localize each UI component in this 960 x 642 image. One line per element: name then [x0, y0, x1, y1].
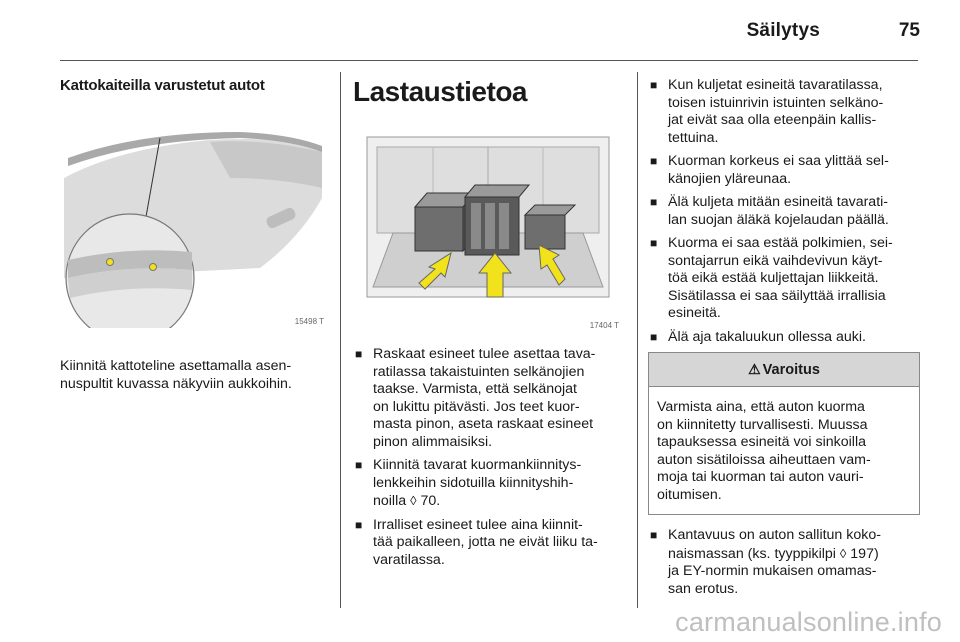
page-number: 75 — [898, 20, 920, 41]
warning-line: oitumisen. — [657, 486, 722, 503]
bullet-line: Älä aja takaluukun ollessa auki. — [668, 328, 866, 345]
roof-rails-text-line-1: Kiinnitä kattoteline asettamalla asen- — [60, 358, 292, 374]
bullet-line: Kiinnitä tavarat kuormankiinnitys- — [373, 457, 582, 473]
header-rule — [60, 60, 918, 61]
warning-triangle-icon: ⚠ — [748, 361, 761, 377]
bullet-line: taakse. Varmista, että selkänojat — [373, 381, 577, 397]
bullet-square-icon: ■ — [650, 195, 658, 209]
cargo-area-illustration — [353, 127, 623, 332]
bullet-line: känojien yläreunaa. — [668, 170, 792, 187]
warning-line: tapauksessa esineitä voi sinkoilla — [657, 434, 866, 450]
figure-code: 17404 T — [589, 321, 619, 330]
bullet-square-icon: ■ — [355, 517, 363, 532]
bullet-square-icon: ■ — [650, 329, 658, 344]
roof-rails-text-line-2: nuspultit kuvassa näkyviin aukkoihin. — [60, 375, 292, 392]
warning-line: auton sisätiloissa aiheuttaen vam- — [657, 451, 871, 468]
warning-line: Varmista aina, että auton kuorma — [657, 399, 865, 415]
bullet-line: töä eikä estää kuljettajan liikkeitä. — [668, 270, 879, 286]
bullet-text: naismassan (ks. tyyppikilpi — [668, 545, 836, 562]
bullet-line: ja EY-normin mukaisen omamas- — [668, 563, 877, 579]
warning-header — [649, 353, 919, 387]
bullet-line: Raskaat esineet tulee asettaa tava- — [373, 346, 596, 362]
list-item — [648, 77, 920, 147]
bullet-square-icon: ■ — [650, 528, 658, 542]
bullet-line: masta pinon, aseta raskaat esineet — [373, 416, 594, 432]
bullet-square-icon: ■ — [355, 347, 363, 361]
bullet-line: Kun kuljetat esineitä tavaratilassa, — [668, 77, 883, 93]
bullet-line: Älä kuljeta mitään esineitä tavarati- — [668, 194, 889, 210]
bullet-line: Kuorma ei saa estää polkimien, sei- — [668, 235, 893, 251]
warning-line: on kiinnitetty turvallisesti. Muussa — [657, 416, 868, 433]
bullet-line: Kantavuus on auton sallitun koko- — [668, 527, 881, 543]
page-ref-number[interactable]: 197) — [850, 545, 879, 562]
page-ref-arrow-icon[interactable]: ◊ — [839, 545, 847, 561]
warning-line: moja tai kuorman tai auton vauri- — [657, 469, 864, 485]
roof-rail-illustration — [60, 118, 328, 328]
bullet-line: Kuorman korkeus ei saa ylittää sel- — [668, 153, 889, 169]
list-item — [648, 235, 920, 323]
bullet-square-icon: ■ — [355, 458, 363, 472]
list-item — [648, 527, 920, 598]
roof-hole-1 — [107, 259, 114, 266]
bullet-line: ratilassa takaistuinten selkänojien — [373, 363, 585, 380]
warning-box — [648, 352, 920, 515]
bullet-line: Sisätilassa ei saa säilyttää irrallisia — [668, 287, 886, 304]
list-item — [648, 153, 920, 188]
bullet-line: tää paikalleen, jotta ne eivät liiku ta- — [373, 534, 598, 550]
bullet-square-icon: ■ — [650, 78, 658, 92]
bullet-line: Irralliset esineet tulee aina kiinnit- — [373, 516, 583, 533]
figure-code: 15498 T — [294, 317, 324, 326]
bullet-line: pinon alimmaisiksi. — [373, 433, 493, 450]
bullet-text: noilla — [373, 493, 407, 509]
list-item — [648, 194, 920, 229]
list-item — [353, 517, 623, 570]
bullet-line — [668, 545, 920, 564]
list-item — [353, 457, 623, 511]
bullet-square-icon: ■ — [650, 236, 658, 250]
cargo-figure — [353, 127, 623, 332]
column-loading-info — [353, 77, 623, 575]
bullet-line: jat eivät saa olla eteenpäin kallis- — [668, 112, 877, 128]
column-divider-left — [340, 72, 341, 608]
loading-info-heading: Lastaustietoa — [353, 76, 527, 107]
warning-body — [649, 387, 919, 514]
bullet-line: on lukittu pitävästi. Jos teet kuor- — [373, 398, 580, 415]
crate-middle — [465, 185, 529, 255]
bullet-line: lan suojan äläkä kojelaudan päällä. — [668, 211, 889, 228]
page-ref-arrow-icon[interactable]: ◊ — [410, 493, 417, 508]
roof-hole-2 — [150, 264, 157, 271]
list-item — [648, 329, 920, 347]
page-ref-number[interactable]: 70. — [420, 493, 441, 509]
bullet-square-icon: ■ — [650, 154, 658, 168]
page-header-title: Säilytys — [746, 20, 820, 41]
bullet-line: san erotus. — [668, 580, 739, 597]
bullet-line: toisen istuinrivin istuinten selkäno- — [668, 94, 884, 111]
watermark: carmanualsonline.info — [675, 607, 942, 637]
bullet-line — [373, 492, 623, 511]
column-divider-right — [637, 72, 638, 608]
column-roof-rails — [60, 77, 328, 393]
warning-title: Varoitus — [762, 362, 820, 378]
roof-rails-heading: Kattokaiteilla varustetut autot — [60, 77, 265, 94]
list-item — [353, 346, 623, 451]
bullet-line: lenkkeihin sidotuilla kiinnityshih- — [373, 474, 574, 491]
bullet-line: sontajarrun eikä vaihdevivun käyt- — [668, 252, 883, 269]
roof-rail-figure — [60, 118, 328, 328]
bullet-line: varatilassa. — [373, 551, 445, 568]
bullet-line: esineitä. — [668, 305, 721, 321]
column-loading-rules — [648, 77, 920, 604]
bullet-line: tettuina. — [668, 129, 719, 146]
